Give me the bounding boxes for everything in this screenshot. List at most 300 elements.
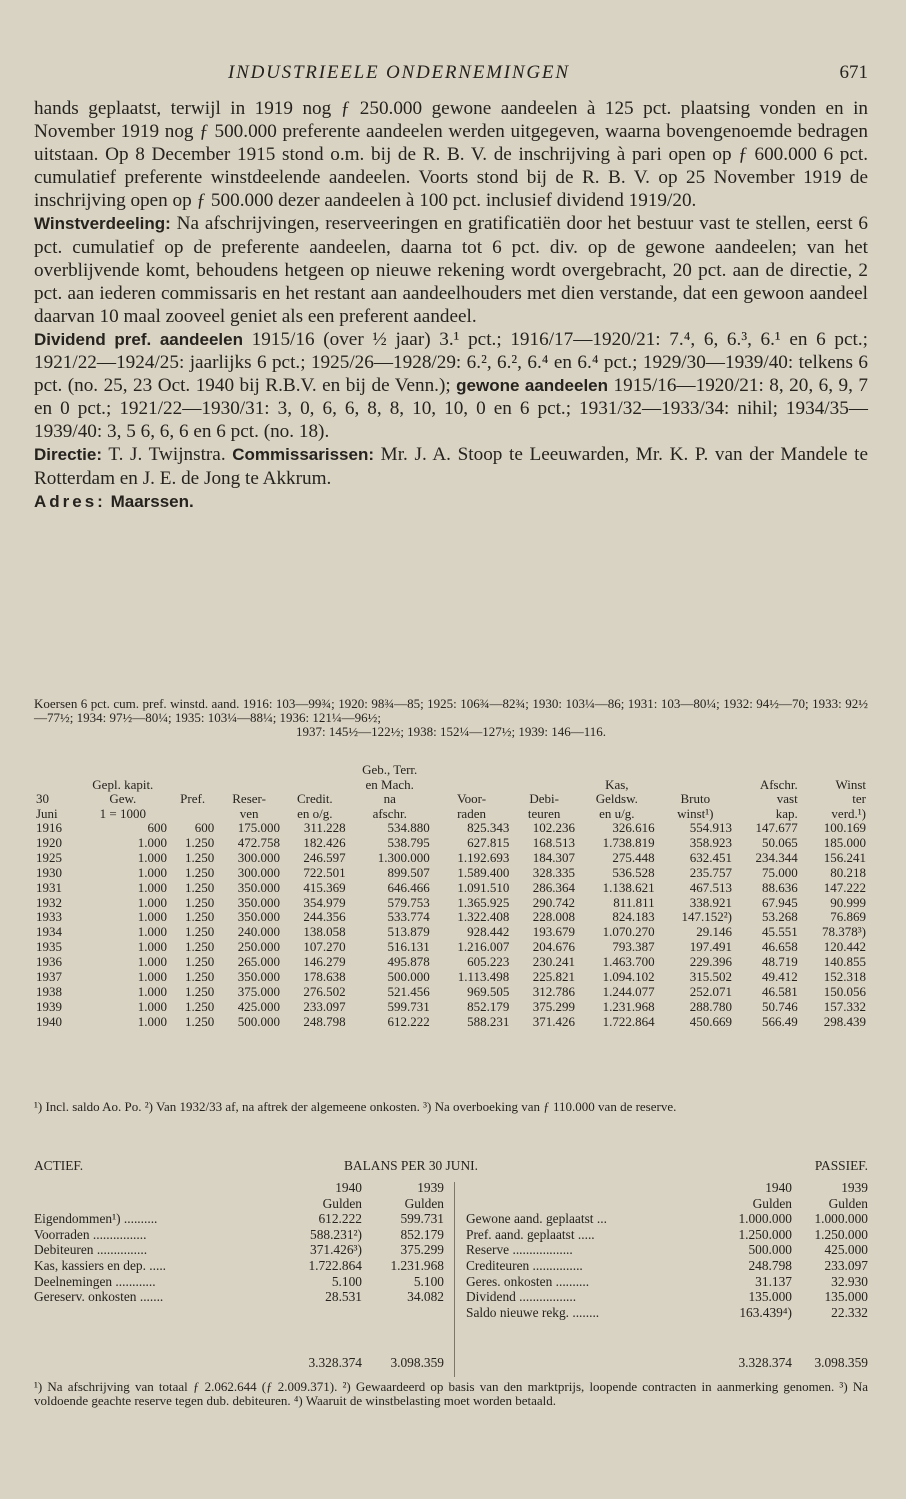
table-cell: 1.250 [184,894,215,910]
table-cell: 534.880 [387,820,430,835]
spacer-row [34,1305,444,1321]
table-cell: 53.268 [761,909,798,925]
table-cell: 45.551 [761,924,798,940]
actief-value-1940: 5.100 [331,1273,362,1289]
column-header [216,763,282,778]
passief-value-1939: 1.250.000 [814,1226,868,1242]
table-cell: 579.753 [387,894,430,910]
table-cell: 824.183 [612,909,655,925]
koersen-last-line: 1937: 145½—122½; 1938: 152¼—127½; 1939: 146—116. [295,724,607,739]
actief-item-label: Debiteuren ............... [34,1242,148,1258]
table-cell: 1.365.925 [457,894,510,910]
table-cell: 246.597 [303,849,346,865]
dividend-pref-label: Dividend pref. aandeelen [34,329,243,349]
table-cell: 49.412 [761,969,798,985]
column-header: ven [239,805,259,821]
table-cell: 50.746 [761,998,798,1014]
table-cell: 1938 [36,983,62,999]
actief-row [34,1258,444,1274]
column-header: na [383,791,396,806]
column-header: Geldsw. [595,791,638,806]
table-cell: 300.000 [237,864,280,880]
table-cell: 338.921 [689,894,733,910]
table-cell: 536.528 [612,864,655,880]
table-cell: 75.000 [761,864,798,880]
table-cell: 78.378³) [822,924,866,940]
table-row [34,1000,868,1015]
table-cell: 1.322.408 [457,909,510,925]
table-cell: 1.244.077 [602,983,655,999]
passief-value-1940: 135.000 [748,1289,792,1305]
koersen-text: Koersen 6 pct. cum. pref. winstd. aand. 1916: 103—99¾; 1920: 98¾—85; 1925: 106¾—82¾; 1930: 103¼—86; 1931: 103—80¼; 1932: 94½—70; 1933: 92½—77½; 1934: 97½—80¼; 1935: 103¼—88¼; 1936: 121¼—96½; [34,696,868,725]
header-row [34,763,868,778]
passief-item-label: Geres. onkosten .......... [466,1273,590,1289]
table-cell: 566.49 [761,1013,798,1029]
table-cell: 1.000 [137,924,167,940]
winstverdeeling-paragraph [34,212,868,327]
passief-unit-row [466,1196,868,1212]
table-row [34,866,868,881]
table-cell: 1.000 [137,879,167,895]
table-cell: 248.798 [303,1013,346,1029]
column-header: Geb., Terr. [362,762,418,777]
column-header: raden [457,805,486,821]
passief-total-row [466,1320,868,1371]
table-cell: 225.821 [532,969,576,985]
column-header [432,778,512,793]
adres-paragraph [34,490,868,513]
balance-footnote: ¹) Na afschrijving van totaal ƒ 2.062.644 (ƒ 2.009.371). ²) Gewaardeerd op basis van den marktprijs, loopende contracten in aanmerking genomen. ³) Na voldoende geachte reserve tegen dub. debiteuren. ⁴) Waaruit de winstbelasting moet worden betaald. [34,1379,868,1408]
koersen-block [34,697,868,739]
table-cell: 1.000 [137,939,167,955]
actief-value-1939: 852.179 [400,1226,444,1242]
actief-row [34,1289,444,1305]
table-cell: 240.000 [237,924,280,940]
table-cell: 1.250 [184,849,215,865]
table-cell: 605.223 [467,954,510,970]
table-cell: 358.923 [689,834,733,850]
table-cell: 1.463.700 [602,954,655,970]
header-row [34,807,868,822]
column-header: ter [852,791,866,806]
table-cell: 1.000 [137,954,167,970]
actief-table [34,1180,444,1371]
table-footnote: ¹) Incl. saldo Ao. Po. ²) Van 1932/33 af, na aftrek der algemeene onkosten. ³) Na overboeking van ƒ 110.000 van de reserve. [34,1099,677,1114]
table-cell: 350.000 [237,909,280,925]
column-header: Gew. [109,791,137,806]
year-label: 1939 [841,1180,868,1195]
table-cell: 375.299 [532,998,576,1014]
actief-value-1940: 28.531 [325,1289,362,1305]
winstverdeeling-text: Na afschrijvingen, reserveeringen en gratificatiën door het bestuur vast te stellen, eerst 6 pct. cumulatief op de preferente aandeelen, daarna tot 6 pct. div. op de gewone aandeelen; van het overblijvende komt, behoudens hetgeen op nieuwe rekening wordt overgebracht, 20 pct. aan de directie, 2 pct. aan iederen commissaris en het restant aan aandeelhouders met dien verstande, dat een gewoon aandeel daarvan 10 maal zooveel geniet als een preferent aandeel. [34,213,868,327]
table-cell: 175.000 [237,820,280,835]
passief-row [466,1274,868,1290]
table-cell: 1.231.968 [602,998,655,1014]
table-cell: 467.513 [689,879,733,895]
table-cell: 147.152²) [681,909,733,925]
table-cell: 107.270 [303,939,346,955]
table-cell: 90.999 [830,894,866,910]
table-cell: 184.307 [532,849,576,865]
column-header: Voor- [456,791,487,806]
column-header [432,763,512,778]
column-header: Debi- [529,791,559,806]
column-header [34,778,77,793]
table-cell: 152.318 [823,969,866,985]
table-row [34,881,868,896]
table-cell: 852.179 [467,998,510,1014]
actief-unit-row [34,1196,444,1212]
column-header [800,763,868,778]
table-cell: 29.146 [696,924,733,940]
table-cell: 48.719 [761,954,798,970]
actief-value-1939: 34.082 [407,1289,444,1305]
table-cell: 1930 [36,864,62,880]
intro-paragraph: hands geplaatst, terwijl in 1919 nog ƒ 250.000 gewone aandeelen à 125 pct. plaatsing vonden en in November 1919 nog ƒ 500.000 preferente aandeelen werden uitgegeven, waarna bovengenoemde bedragen uitstaan. Op 8 December 1915 stond o.m. bij de R. B. V. de inschrijving à pari open op ƒ 600.000 6 pct. cumulatief preferente winstdeelende aandeelen. Voorts stond bij de R. B. V. op 25 November 1919 de inschrijving open op ƒ 500.000 dezer aandeelen à 100 pct. inclusief dividend 1919/20. [34,98,868,212]
table-cell: 533.774 [387,909,430,925]
actief-row [34,1274,444,1290]
table-cell: 425.000 [237,998,280,1014]
table-cell: 88.636 [761,879,798,895]
table-cell: 1937 [36,969,62,985]
actief-value-1940: 588.231²) [310,1226,362,1242]
body-text [34,97,868,513]
table-cell: 228.008 [532,909,576,925]
table-cell: 204.676 [532,939,576,955]
financial-table-body [34,821,868,1030]
column-header [282,778,348,793]
table-cell: 371.426 [532,1013,576,1029]
column-header: winst¹) [677,805,714,821]
table-cell: 612.222 [387,1013,430,1029]
table-cell: 230.241 [532,954,576,970]
actief-item-label: Voorraden ................ [34,1226,147,1242]
table-cell: 495.878 [387,954,430,970]
table-cell: 513.879 [387,924,430,940]
column-header: en Mach. [365,776,414,792]
table-cell: 235.757 [689,864,733,880]
actief-value-1940: 612.222 [318,1211,362,1227]
column-header: verd.¹) [831,805,866,821]
table-cell: 538.795 [387,834,430,850]
table-cell: 1.000 [137,834,167,850]
table-cell: 290.742 [532,894,576,910]
column-header: vast [776,791,798,806]
table-cell: 1.250 [184,983,215,999]
financial-table [34,763,868,1030]
table-cell: 1.250 [184,954,215,970]
table-cell: 1931 [36,879,62,895]
passief-year-row [466,1180,868,1196]
column-header [34,763,77,778]
passief-label: PASSIEF. [814,1158,868,1173]
passief-item-label: Crediteuren ............... [466,1257,583,1273]
table-cell: 899.507 [387,864,430,880]
actief-total-1939: 3.098.359 [390,1355,444,1371]
table-cell: 928.442 [467,924,510,940]
table-cell: 1.000 [137,983,167,999]
table-row [34,985,868,1000]
table-row [34,940,868,955]
table-cell: 286.364 [532,879,576,895]
directie-paragraph [34,443,868,489]
table-cell: 1939 [36,998,62,1014]
column-header: kap. [775,805,798,821]
table-cell: 1.000 [137,894,167,910]
passief-item-label: Dividend ................. [466,1289,577,1305]
table-cell: 150.056 [823,983,866,999]
table-cell: 156.241 [823,849,866,865]
table-cell: 147.222 [823,879,866,895]
table-cell: 265.000 [237,954,280,970]
table-cell: 146.279 [303,954,346,970]
column-header [577,763,657,778]
column-header [169,778,216,793]
unit-label: Gulden [752,1195,792,1211]
passief-value-1940: 1.250.000 [738,1226,792,1242]
table-cell: 1.250 [184,879,215,895]
table-cell: 632.451 [689,849,733,865]
balance-heading [34,1158,868,1174]
column-header: afschr. [372,805,407,821]
column-header: teuren [527,805,561,821]
table-cell: 100.169 [823,820,866,835]
table-cell: 627.815 [467,834,510,850]
table-cell: 157.332 [823,998,866,1014]
passief-table [466,1180,868,1371]
actief-item-label: Kas, kassiers en dep. ..... [34,1257,167,1273]
unit-label: Gulden [828,1195,868,1211]
dividend-gew-label: gewone aandeelen [456,376,609,396]
passief-value-1939: 425.000 [824,1242,868,1258]
table-cell: 1.138.621 [602,879,655,895]
actief-total-1940: 3.328.374 [308,1355,362,1371]
table-cell: 46.581 [761,983,798,999]
table-row [34,836,868,851]
column-header [77,763,169,778]
table-cell: 1934 [36,924,62,940]
column-header: Reser- [232,791,266,806]
table-cell: 722.501 [303,864,346,880]
page-number: 671 [839,62,868,83]
actief-value-1939: 599.731 [400,1211,444,1227]
financial-table-header [34,763,868,821]
column-header [169,807,216,822]
table-cell: 46.658 [761,939,798,955]
table-cell: 1.738.819 [602,834,655,850]
column-header [657,778,734,793]
table-cell: 1940 [36,1013,62,1029]
table-cell: 500.000 [237,1013,280,1029]
dividend-gew-text: 1915/16—1920/21: 8, 20, 6, 9, 7 en 0 pct.; 1921/22—1930/31: 3, 0, 6, 6, 8, 8, 10, 10, 0 en 6 pct.; 1931/32—1933/34: nihil; 1934/35—1939/40: 3, 5 6, 6, 6 en 6 pct. (no. 18). [34,375,868,443]
table-row [34,910,868,925]
column-header [657,763,734,778]
table-cell: 811.811 [613,894,655,910]
table-row [34,955,868,970]
table-cell: 168.513 [532,834,576,850]
table-cell: 120.442 [823,939,866,955]
table-cell: 1.250 [184,1013,215,1029]
actief-label: ACTIEF. [34,1158,84,1173]
table-cell: 1933 [36,909,62,925]
table-cell: 350.000 [237,894,280,910]
winstverdeeling-label: Winstverdeeling: [34,214,171,234]
passief-value-1939: 1.000.000 [814,1211,868,1227]
actief-row [34,1211,444,1227]
table-cell: 521.456 [387,983,430,999]
section-title: INDUSTRIEELE ONDERNEMINGEN [228,62,570,83]
table-cell: 1.722.864 [602,1013,655,1029]
passief-row [466,1227,868,1243]
table-cell: 1916 [36,820,62,835]
table-cell: 182.426 [303,834,346,850]
table-cell: 1.250 [184,909,215,925]
table-cell: 1.091.510 [457,879,510,895]
table-cell: 138.058 [303,924,346,940]
table-cell: 185.000 [823,834,866,850]
table-cell: 599.731 [387,998,430,1014]
actief-value-1940: 371.426³) [310,1242,362,1258]
table-cell: 1.000 [137,1013,167,1029]
table-cell: 646.466 [387,879,430,895]
table-cell: 1.250 [184,939,215,955]
passief-row [466,1258,868,1274]
actief-year-row [34,1180,444,1196]
table-cell: 288.780 [689,998,733,1014]
passief-row [466,1289,868,1305]
table-cell: 311.228 [303,820,346,835]
column-header: Pref. [180,791,206,806]
table-row [34,925,868,940]
column-header: en u/g. [599,805,635,821]
unit-label: Gulden [404,1195,444,1211]
adres-label: Adres: [34,491,106,511]
table-cell: 300.000 [237,849,280,865]
table-cell: 276.502 [303,983,346,999]
column-header: en o/g. [297,805,333,821]
table-cell: 825.343 [467,820,510,835]
column-header [216,778,282,793]
table-cell: 1936 [36,954,62,970]
passief-value-1940: 500.000 [748,1242,792,1258]
passief-value-1940: 31.137 [755,1273,792,1289]
actief-item-label: Deelnemingen ............ [34,1273,156,1289]
table-cell: 1.113.498 [457,969,510,985]
passief-value-1940: 163.439⁴) [739,1304,792,1320]
actief-value-1939: 1.231.968 [390,1257,444,1273]
table-cell: 500.000 [387,969,430,985]
table-cell: 233.097 [303,998,346,1014]
table-cell: 1920 [36,834,62,850]
table-cell: 415.369 [303,879,346,895]
table-row [34,896,868,911]
actief-value-1939: 5.100 [413,1273,444,1289]
passief-item-label: Gewone aand. geplaatst ... [466,1211,607,1227]
table-cell: 80.218 [830,864,866,880]
table-row [34,1015,868,1030]
balance-divider [454,1182,455,1377]
passief-row [466,1242,868,1258]
column-header: Credit. [296,791,333,806]
table-row [34,970,868,985]
table-cell: 1.000 [137,864,167,880]
table-cell: 350.000 [237,969,280,985]
table-cell: 67.945 [761,894,798,910]
table-cell: 76.869 [830,909,866,925]
table-cell: 193.679 [532,924,576,940]
table-row [34,851,868,866]
table-cell: 1.250 [184,834,215,850]
unit-label: Gulden [322,1195,362,1211]
column-header [734,763,800,778]
table-cell: 1925 [36,849,62,865]
actief-total-row [34,1320,444,1371]
table-cell: 197.491 [689,939,733,955]
table-cell: 1.000 [137,849,167,865]
actief-row [34,1242,444,1258]
table-cell: 298.439 [823,1013,866,1029]
table-cell: 600 [194,820,215,835]
table-cell: 275.448 [612,849,655,865]
column-header: Kas, [605,776,629,792]
table-cell: 1.000 [137,969,167,985]
table-cell: 244.356 [303,909,346,925]
table-cell: 326.616 [612,820,655,835]
column-header: 1 = 1000 [99,805,146,821]
actief-row [34,1227,444,1243]
passief-item-label: Reserve .................. [466,1242,573,1258]
table-cell: 1.250 [184,998,215,1014]
passief-value-1939: 32.930 [831,1273,868,1289]
table-cell: 450.669 [689,1013,733,1029]
passief-value-1939: 22.332 [831,1304,868,1320]
table-cell: 1932 [36,894,62,910]
table-cell: 312.786 [532,983,576,999]
table-cell: 140.855 [823,954,866,970]
running-header [228,62,868,86]
actief-item-label: Eigendommen¹) .......... [34,1211,158,1227]
table-cell: 250.000 [237,939,280,955]
table-cell: 147.677 [755,820,798,835]
actief-value-1940: 1.722.864 [308,1257,362,1273]
table-cell: 350.000 [237,879,280,895]
table-cell: 1.070.270 [602,924,655,940]
table-cell: 793.387 [612,939,655,955]
table-cell: 1.216.007 [457,939,510,955]
column-header [511,778,577,793]
column-header: Winst [835,776,866,792]
passief-value-1939: 233.097 [824,1257,868,1273]
table-cell: 1.589.400 [457,864,510,880]
table-cell: 516.131 [387,939,430,955]
table-cell: 554.913 [689,820,733,835]
actief-value-1939: 375.299 [400,1242,444,1258]
passief-item-label: Pref. aand. geplaatst ..... [466,1226,595,1242]
balance-title: BALANS PER 30 JUNI. [344,1158,478,1173]
column-header [282,763,348,778]
table-cell: 234.344 [755,849,798,865]
header-row [34,792,868,807]
adres-text: Maarssen. [105,491,194,511]
table-cell: 1935 [36,939,62,955]
table-cell: 600 [147,820,167,835]
column-header: Gepl. kapit. [92,776,154,792]
table-cell: 1.000 [137,998,167,1014]
header-row [34,778,868,793]
dividend-pref-text: 1915/16 (over ½ jaar) 3.¹ pct.; 1916/17—1920/21: 7.⁴, 6, 6.³, 6.¹ en 6 pct.; 1921/22—1924/25: jaarlijks 6 pct.; 1925/26—1928/29: 6.², 6.², 6.⁴ en 6.⁴ pct.; 1929/30—1939/40: telkens 6 pct. (no. 25, 23 Oct. 1940 bij R.B.V. en bij de Venn.); [34,328,868,397]
passief-item-label: Saldo nieuwe rekg. ........ [466,1304,600,1320]
year-label: 1939 [417,1180,444,1195]
